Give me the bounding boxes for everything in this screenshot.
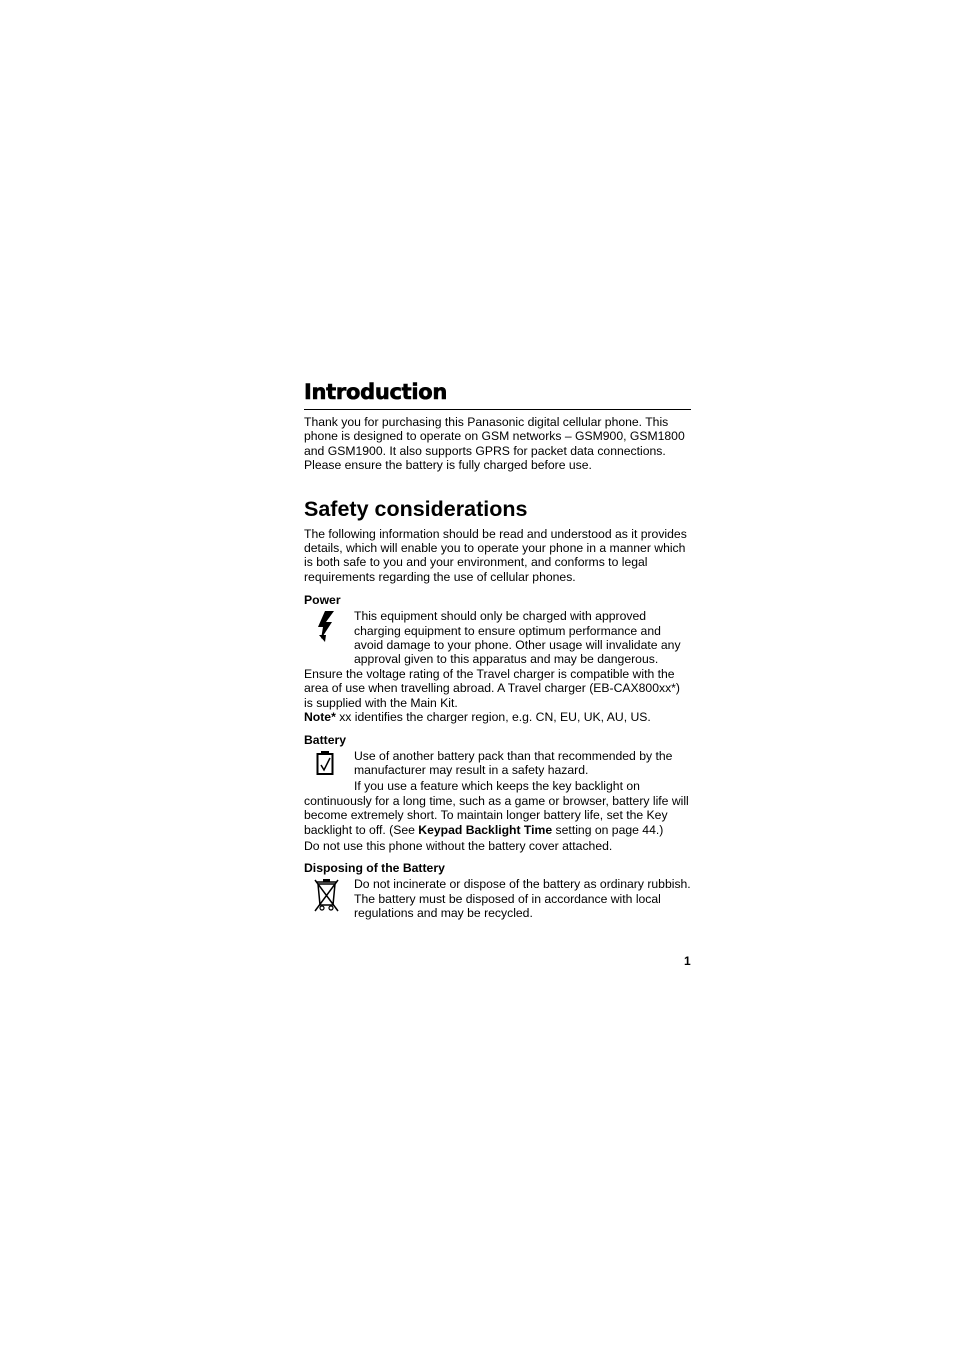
page-number: 1 — [684, 954, 691, 968]
safety-heading: Safety considerations — [304, 496, 528, 521]
battery-text-2 — [304, 779, 691, 837]
introduction-text: Thank you for purchasing this Panasonic digital cellular phone. This phone is designed to operate on GSM networks – GSM900, GSM1800 and GSM1900. It also supports GPRS for packet data connections. Please ensure the battery is fully charged before use. — [304, 415, 685, 473]
battery-text-3: Do not use this phone without the battery cover attached. — [304, 838, 613, 853]
battery-text-2-pre: If you use a feature which keeps the key backlight on continuously for a long time, such as a game or browser, battery life will become extremely short. To maintain longer battery life, set the Key backlight to off. (See — [304, 779, 689, 837]
battery-text-1: Use of another battery pack than that recommended by the manufacturer may result in a safety hazard. — [354, 748, 673, 777]
power-note — [304, 710, 691, 724]
safety-text: The following information should be read and understood as it provides details, which will enable you to operate your phone in a manner which is both safe to you and your environment, and conforms to legal requirements regarding the use of cellular phones. — [304, 526, 687, 584]
power-section — [304, 609, 691, 724]
battery-icon — [313, 749, 339, 779]
disposing-heading: Disposing of the Battery — [304, 861, 445, 876]
lightning-icon — [313, 609, 339, 643]
disposing-text: Do not incinerate or dispose of the battery as ordinary rubbish. The battery must be disposed of in accordance with local regulations and may be recycled. — [354, 877, 691, 921]
introduction-heading: Introduction — [304, 378, 691, 410]
battery-section — [304, 749, 691, 854]
battery-heading: Battery — [304, 732, 346, 747]
power-text: This equipment should only be charged with approved charging equipment to ensure optimum performance and avoid damage to your phone. Other usage will invalidate any approval given to this apparatus and may be dangerous. Ensure the voltage rating of the Travel charger is compatible with the area of use when travelling abroad. A Travel charger (EB-CAX800xx*) is supplied with the Main Kit. — [304, 609, 681, 710]
battery-text-2-post: setting on page 44.) — [552, 822, 664, 837]
note-label: Note* — [304, 710, 336, 725]
note-text: xx identifies the charger region, e.g. CN, EU, UK, AU, US. — [335, 710, 651, 725]
page-content — [304, 378, 691, 921]
crossed-bin-icon — [313, 877, 341, 913]
power-heading: Power — [304, 593, 341, 608]
keypad-backlight-time: Keypad Backlight Time — [418, 822, 553, 837]
disposing-section — [304, 877, 691, 920]
